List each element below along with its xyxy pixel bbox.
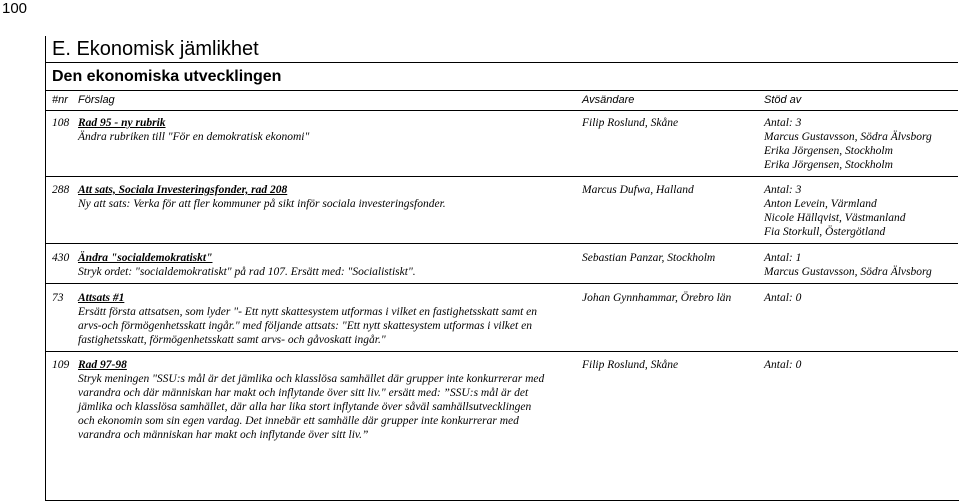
entry-sender: Johan Gynnhammar, Örebro län [582, 292, 732, 304]
entry-support-count: Antal: 3 [764, 117, 802, 129]
entry-body: Ersätt första attsatsen, som lyder "- Ett nytt skattesystem utformas i vilket en fastighetsskatt samt en arvs-och förmögenhetsskatt ingår." med följande attsats: "Ett nytt skattesystem utformas i vilket en fastighetsskatt, förmögenhetsskatt samt arvs- och gåvoskatt ingår." [78, 306, 538, 346]
entry-number: 73 [52, 292, 64, 304]
entry-number: 288 [52, 184, 70, 196]
divider [45, 283, 958, 284]
divider [45, 90, 958, 91]
page-number: 100 [2, 0, 28, 17]
entry-supporters: Anton Levein, Värmland Nicole Hällqvist, Västmanland Fia Storkull, Östergötland [764, 198, 906, 238]
column-header-support: Stöd av [764, 94, 802, 106]
entry-supporters: Marcus Gustavsson, Södra Älvsborg [764, 266, 932, 278]
entry-sender: Marcus Dufwa, Halland [582, 184, 694, 196]
entry-support-count: Antal: 0 [764, 359, 802, 371]
entry-supporters: Marcus Gustavsson, Södra Älvsborg Erika Jörgensen, Stockholm Erika Jörgensen, Stockholm [764, 131, 932, 171]
divider [45, 351, 958, 352]
entry-support-count: Antal: 0 [764, 292, 802, 304]
entry-title: Att sats, Sociala Investeringsfonder, rad 208 [78, 184, 288, 196]
entry-body: Ny att sats: Verka för att fler kommuner på sikt inför sociala investeringsfonder. [78, 198, 446, 210]
entry-number: 108 [52, 117, 70, 129]
divider [45, 62, 958, 63]
entry-number: 109 [52, 359, 70, 371]
column-header-nr: #nr [52, 94, 68, 106]
entry-body: Stryk ordet: "socialdemokratiskt" på rad 107. Ersätt med: "Socialistiskt". [78, 266, 416, 278]
entry-title: Rad 97-98 [78, 359, 127, 371]
divider [45, 110, 958, 111]
entry-sender: Filip Roslund, Skåne [582, 117, 679, 129]
column-header-sender: Avsändare [582, 94, 635, 106]
entry-title: Rad 95 - ny rubrik [78, 117, 166, 129]
entry-title: Attsats #1 [78, 292, 125, 304]
divider [45, 176, 958, 177]
entry-support-count: Antal: 3 [764, 184, 802, 196]
section-title: Den ekonomiska utvecklingen [52, 68, 282, 85]
column-header-proposal: Förslag [78, 94, 115, 106]
entry-number: 430 [52, 252, 70, 264]
chapter-title: E. Ekonomisk jämlikhet [52, 38, 259, 60]
divider [45, 243, 958, 244]
entry-support-count: Antal: 1 [764, 252, 802, 264]
entry-body: Stryk meningen "SSU:s mål är det jämlika och klasslösa samhället där grupper inte konkurrerar med varandra och där människan har makt och inflytande över sitt liv." ersätt med: ”SSU:s mål är det jämlika och klasslösa samhället, där alla har lika stort inflytande över såväl samhällsutvecklingen och ekonomin som sin egen vardag. Det innebär ett samhälle där grupper inte konkurrerar med varandra och människan har makt och inflytande över sitt liv.” [78, 373, 545, 441]
entry-sender: Sebastian Panzar, Stockholm [582, 252, 716, 264]
entry-title: Ändra "socialdemokratiskt" [78, 252, 213, 264]
entry-body: Ändra rubriken till "För en demokratisk ekonomi" [78, 131, 310, 143]
entry-sender: Filip Roslund, Skåne [582, 359, 679, 371]
